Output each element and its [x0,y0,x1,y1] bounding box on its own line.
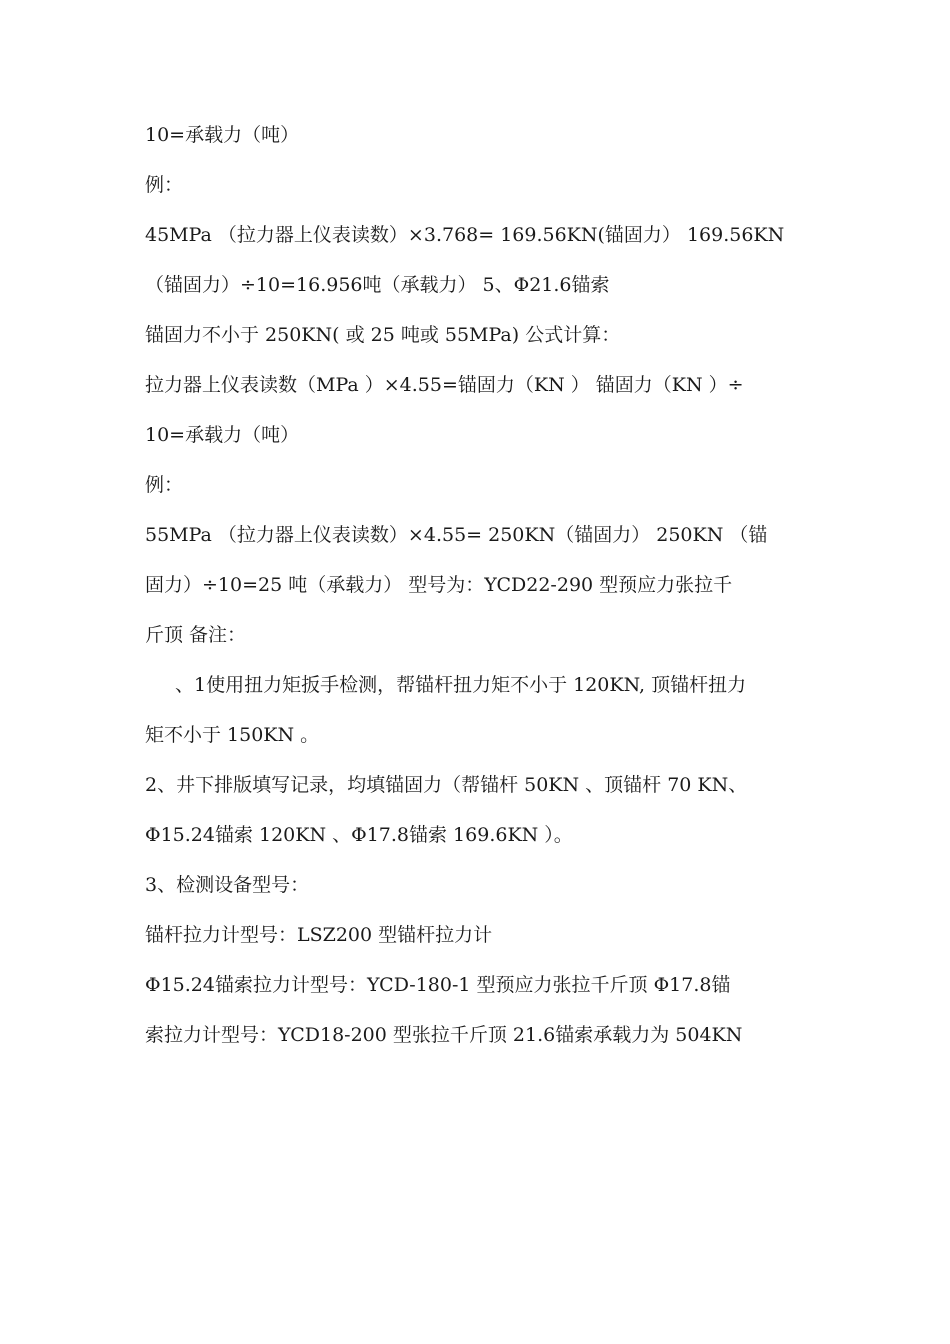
text-line: 2、井下排版填写记录，均填锚固力（帮锚杆 50KN 、顶锚杆 70 KN、 [145,774,748,796]
text-line: 索拉力计型号：YCD18-200 型张拉千斤顶 21.6锚索承载力为 504KN [145,1024,743,1046]
text-line: 锚固力不小于 250KN( 或 25 吨或 55MPa) 公式计算： [145,324,621,346]
text-line: 例： [145,174,184,196]
text-line: 固力）÷10=25 吨（承载力） 型号为：YCD22-290 型预应力张拉千 [145,574,733,596]
text-line: 45MPa （拉力器上仪表读数）×3.768= 169.56KN(锚固力） 169.56KN [145,224,785,246]
text-line: 3、检测设备型号： [145,874,310,896]
document-body [145,110,813,1060]
text-line: 、1使用扭力矩扳手检测，帮锚杆扭力矩不小于 120KN, 顶锚杆扭力 [175,674,747,696]
text-line: Φ15.24锚索 120KN 、Φ17.8锚索 169.6KN ）。 [145,824,573,846]
text-line: 斤顶 备注： [145,624,247,646]
text-line: 例： [145,474,184,496]
text-line: Φ15.24锚索拉力计型号：YCD-180-1 型预应力张拉千斤顶 Φ17.8锚 [145,974,731,996]
text-line: 拉力器上仪表读数（MPa ）×4.55=锚固力（KN ） 锚固力（KN ）÷ [145,374,744,396]
text-line: 55MPa （拉力器上仪表读数）×4.55= 250KN（锚固力） 250KN （锚 [145,524,768,546]
text-line: 10=承载力（吨） [145,424,300,446]
text-line: 矩不小于 150KN 。 [145,724,320,746]
text-line: 锚杆拉力计型号：LSZ200 型锚杆拉力计 [145,924,493,946]
text-line: 10=承载力（吨） [145,124,300,146]
text-line: （锚固力）÷10=16.956吨（承载力） 5、Φ21.6锚索 [145,274,610,296]
